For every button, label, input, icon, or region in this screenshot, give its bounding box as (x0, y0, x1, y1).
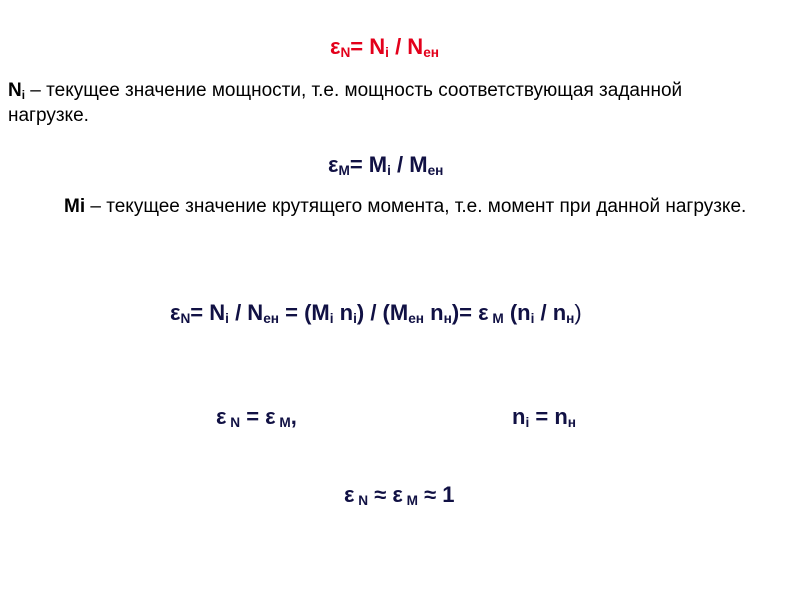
subscript: i (225, 311, 229, 326)
formula-approx-unity (344, 482, 455, 508)
formula-part: n (333, 300, 354, 325)
formula-part: ≈ 1 (417, 482, 455, 507)
formula-part: = ε (240, 404, 276, 429)
term-letter: N (8, 80, 22, 101)
subscript: M (338, 163, 350, 178)
subscript: M (275, 415, 291, 430)
epsilon-symbol: ε (328, 152, 339, 177)
formula-part: ) (574, 300, 582, 325)
subscript: i (387, 163, 391, 178)
formula-part: ) / (M (356, 300, 409, 325)
subscript: i (21, 89, 26, 102)
definition-text: – текущее значение мощности, т.е. мощность соответствующая заданной нагрузке. (8, 80, 683, 126)
formula-part: )= ε (451, 300, 489, 325)
subscript: н (566, 311, 575, 326)
formula-part: / N (388, 34, 424, 59)
formula-part: = N (350, 34, 386, 59)
subscript: N (226, 415, 241, 430)
formula-power-derivation (170, 300, 582, 326)
formula-part: ≈ ε (368, 482, 403, 507)
formula-part: = n (529, 404, 568, 429)
subscript: i (329, 311, 334, 326)
subscript: M (488, 311, 504, 326)
formula-part: = N (190, 300, 226, 325)
subscript: i (353, 311, 357, 326)
subscript: н (443, 311, 452, 326)
formula-part: / M (390, 152, 428, 177)
formula-part: = M (349, 152, 388, 177)
subscript: N (354, 493, 369, 508)
formula-torque-ratio (328, 152, 443, 178)
formula-part: n (424, 300, 444, 325)
subscript: M (402, 493, 418, 508)
formula-part: = (M (279, 300, 330, 325)
formula-part: , (290, 404, 297, 429)
subscript: ен (263, 311, 279, 326)
subscript: i (385, 45, 389, 60)
subscript: i (530, 311, 535, 326)
definition-term (8, 80, 25, 101)
subscript: N (340, 45, 351, 60)
formula-efficiency-equality (216, 404, 297, 430)
subscript: н (567, 415, 576, 430)
formula-power-ratio (330, 34, 439, 60)
subscript: ен (427, 163, 444, 178)
formula-part: / N (228, 300, 264, 325)
definition-torque (64, 194, 764, 219)
subscript: i (525, 415, 530, 430)
formula-speed-equality (512, 404, 576, 430)
definition-text: – текущее значение крутящего момента, т.е. момент при данной нагрузке. (85, 196, 747, 217)
formula-part: (n (503, 300, 531, 325)
epsilon-symbol: ε (344, 482, 355, 507)
formula-part: / n (534, 300, 567, 325)
subscript: ен (408, 311, 425, 326)
epsilon-symbol: ε (170, 300, 181, 325)
definition-power (8, 78, 708, 128)
epsilon-symbol: ε (216, 404, 227, 429)
formula-part: n (512, 404, 526, 429)
subscript: ен (423, 45, 439, 60)
definition-term: Mi (64, 196, 86, 217)
epsilon-symbol: ε (330, 34, 341, 59)
subscript: N (180, 311, 191, 326)
